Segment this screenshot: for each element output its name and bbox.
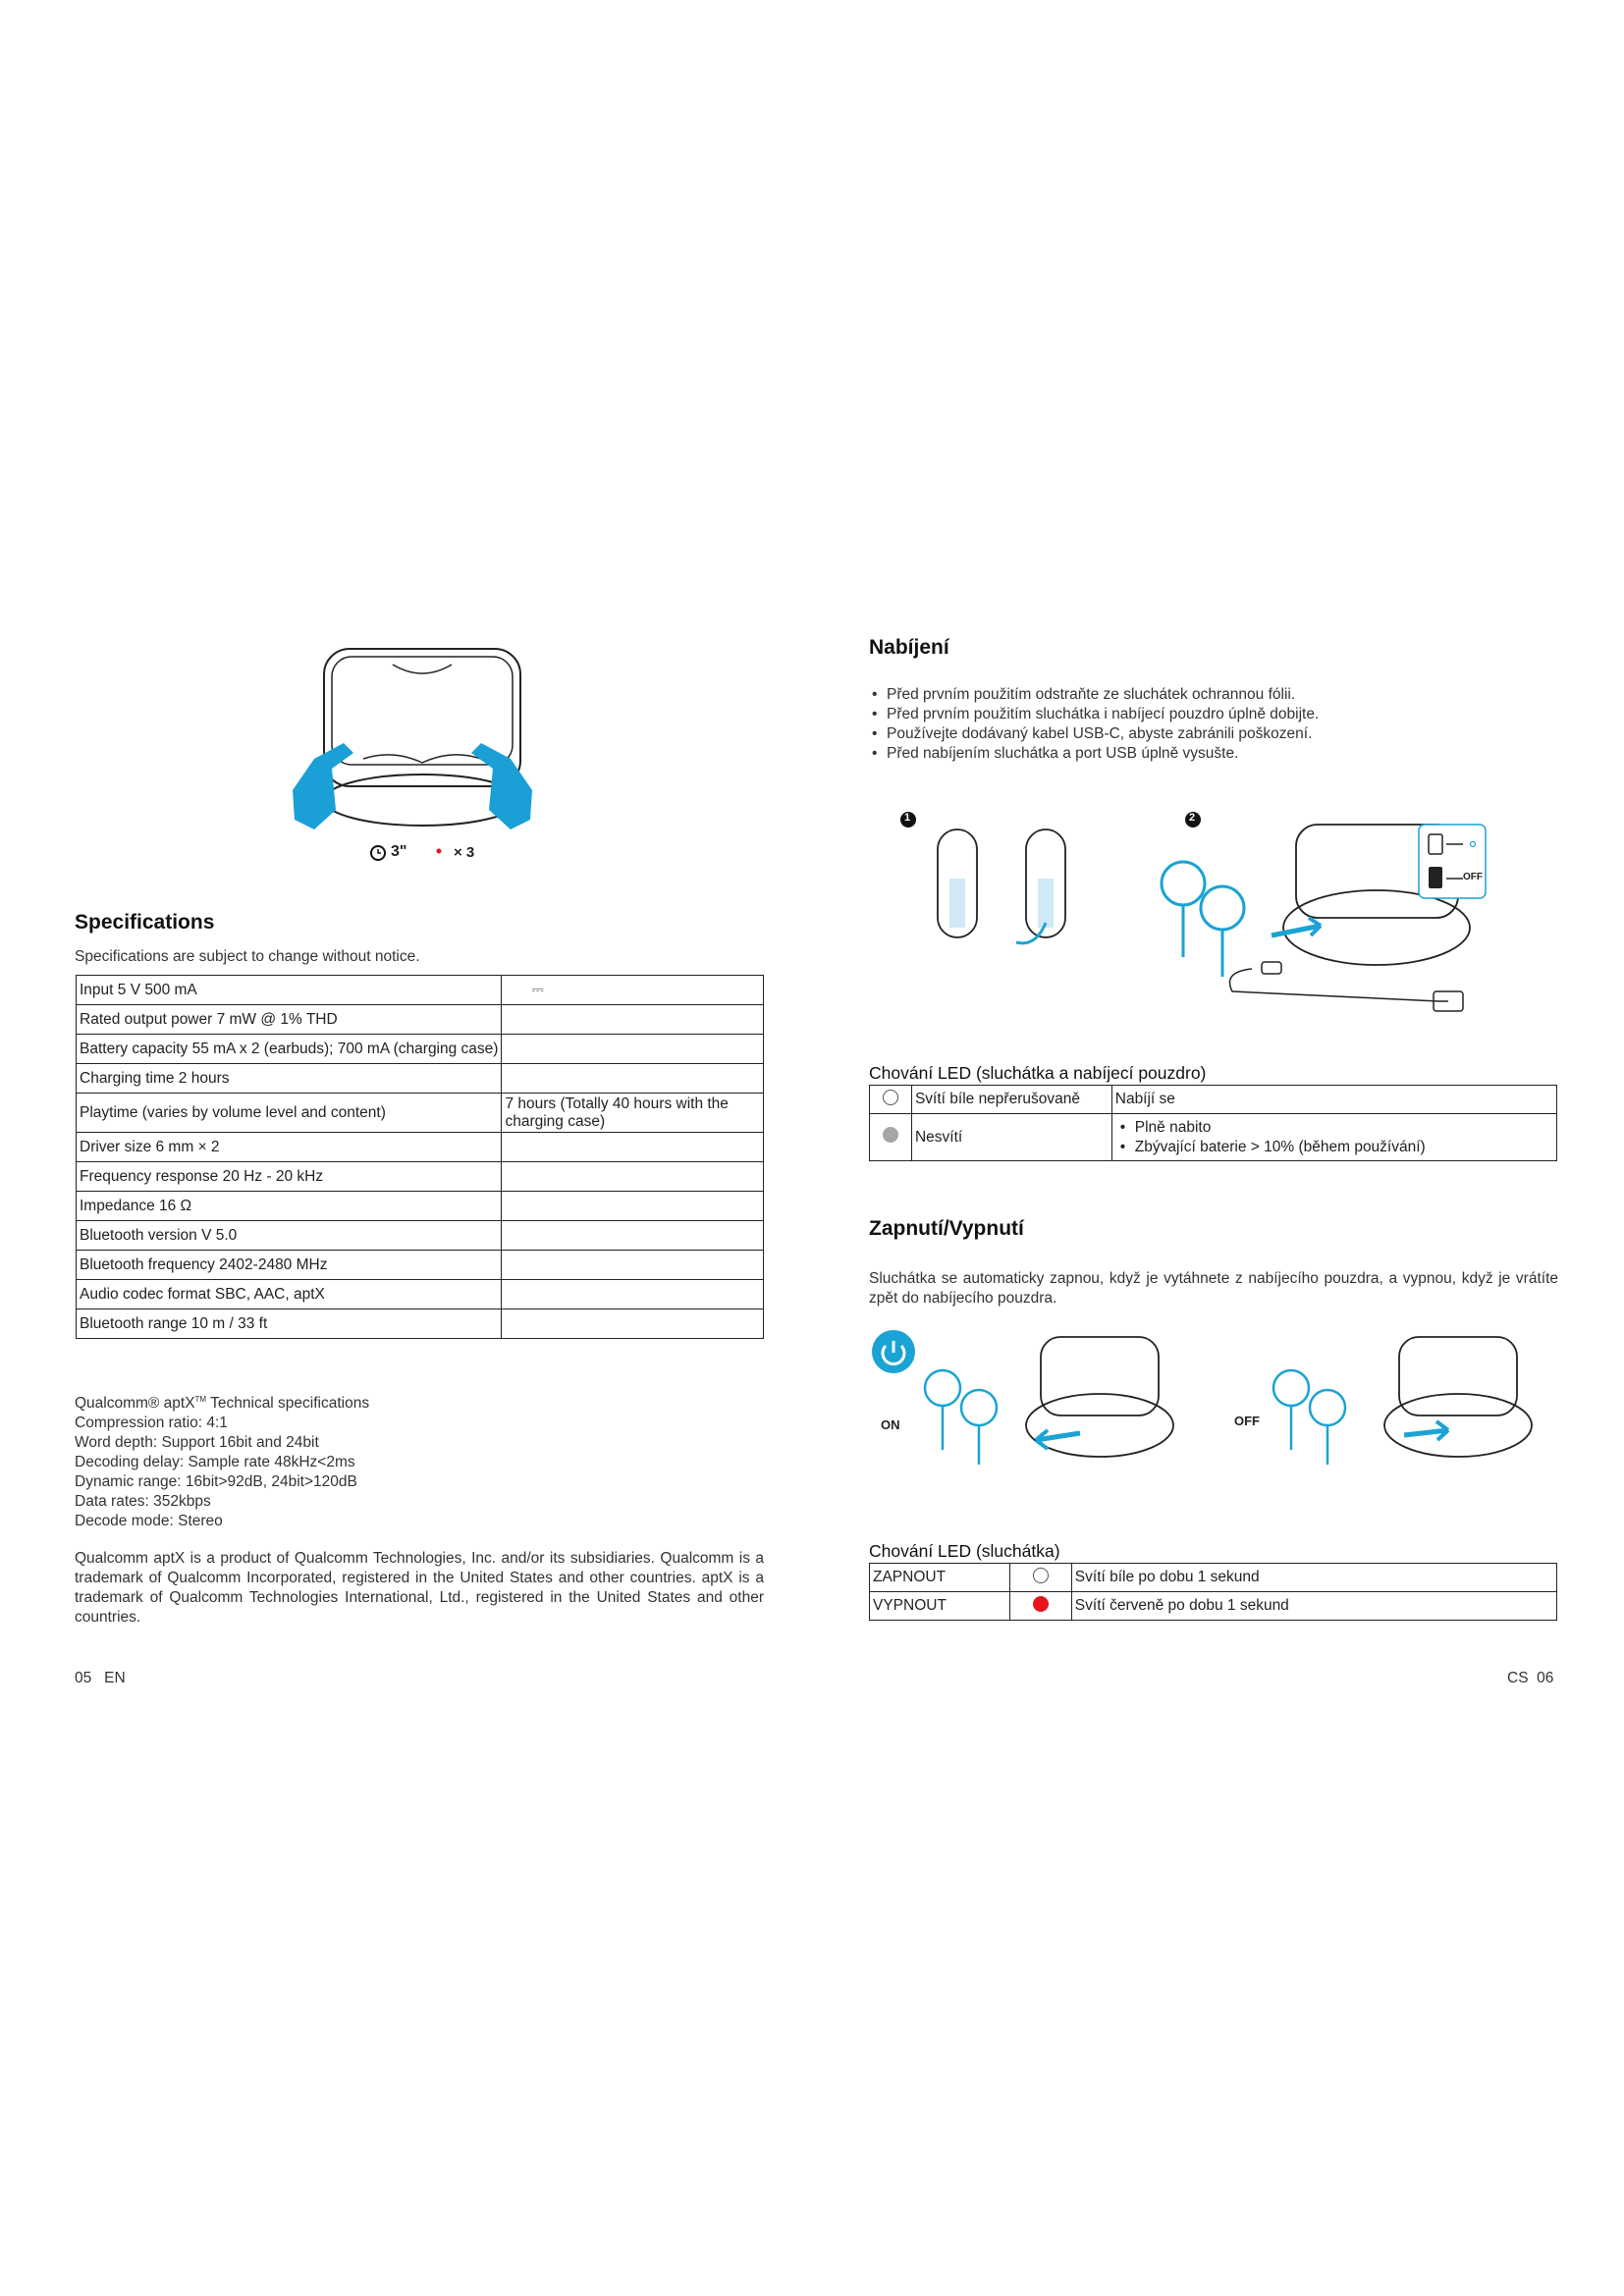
led-state: Nesvítí bbox=[911, 1114, 1111, 1161]
aptx-spec-line: Dynamic range: 16bit>92dB, 24bit>120dB bbox=[75, 1473, 357, 1491]
led-row-charging bbox=[870, 1086, 1557, 1114]
specifications-subtitle: Specifications are subject to change without notice. bbox=[75, 948, 420, 965]
aptx-heading: Qualcomm® aptX™ Technical specifications bbox=[75, 1395, 370, 1413]
charging-illustration bbox=[898, 810, 1488, 1021]
led-table-2 bbox=[869, 1563, 1557, 1621]
spec-row bbox=[77, 1251, 764, 1280]
footer-right: CS 06 bbox=[1507, 1670, 1554, 1686]
off-label: OFF bbox=[1234, 1414, 1260, 1428]
led-table-2-title: Chování LED (sluchátka) bbox=[869, 1541, 1060, 1561]
timer-label: 3" bbox=[391, 843, 407, 860]
case-reset-illustration bbox=[285, 643, 540, 869]
specifications-title: Specifications bbox=[75, 911, 215, 934]
spec-row bbox=[77, 1133, 764, 1162]
spec-label: Audio codec format SBC, AAC, aptX bbox=[77, 1280, 502, 1309]
led-meaning-item: • Zbývající baterie > 10% (během používání) bbox=[1135, 1138, 1553, 1157]
charging-title: Nabíjení bbox=[869, 636, 949, 659]
spec-label: Bluetooth version V 5.0 bbox=[77, 1221, 502, 1251]
step-1-marker: 1 bbox=[904, 812, 911, 824]
spec-label: Driver size 6 mm × 2 bbox=[77, 1133, 502, 1162]
spec-value bbox=[502, 1251, 764, 1280]
charging-bullet: • Používejte dodávaný kabel USB-C, abyste zabránili poškození. bbox=[887, 724, 1319, 744]
led-row-off bbox=[870, 1114, 1557, 1161]
led-table-1-title: Chování LED (sluchátka a nabíjecí pouzdro) bbox=[869, 1063, 1207, 1083]
led-state: Svítí bíle nepřerušovaně bbox=[911, 1086, 1111, 1114]
spec-value bbox=[502, 1280, 764, 1309]
spec-value bbox=[502, 1133, 764, 1162]
charging-bullets bbox=[869, 685, 1319, 764]
led2-row bbox=[870, 1564, 1557, 1592]
spec-label: Charging time 2 hours bbox=[77, 1064, 502, 1094]
spec-row bbox=[77, 1221, 764, 1251]
aptx-spec-line: Word depth: Support 16bit and 24bit bbox=[75, 1434, 319, 1452]
spec-value bbox=[502, 1309, 764, 1339]
led2-mode: ZAPNOUT bbox=[870, 1564, 1010, 1592]
specifications-table bbox=[76, 975, 764, 1339]
aptx-spec-line: Decode mode: Stereo bbox=[75, 1513, 223, 1530]
spec-row bbox=[77, 1280, 764, 1309]
trademark-paragraph: Qualcomm aptX is a product of Qualcomm Technologies, Inc. and/or its subsidiaries. Qualcomm is a trademark of Qualcomm Incorporated, registered in the United States and other countries. aptX is a trademark of Qualcomm Technologies International, Ltd., registered in the United States and other countries. bbox=[75, 1550, 764, 1626]
spec-label: Bluetooth frequency 2402-2480 MHz bbox=[77, 1251, 502, 1280]
spec-label: Battery capacity 55 mA x 2 (earbuds); 700 mA (charging case) bbox=[77, 1035, 502, 1064]
step-2-marker: 2 bbox=[1189, 812, 1196, 824]
spec-label: Rated output power 7 mW @ 1% THD bbox=[77, 1005, 502, 1035]
spec-label: Frequency response 20 Hz - 20 kHz bbox=[77, 1162, 502, 1192]
spec-value bbox=[502, 1064, 764, 1094]
charging-bullet: • Před nabíjením sluchátka a port USB úplně vysušte. bbox=[887, 744, 1319, 764]
charging-bullet: • Před prvním použitím sluchátka i nabíjecí pouzdro úplně dobijte. bbox=[887, 705, 1319, 724]
white-led-icon bbox=[883, 1090, 898, 1105]
charging-bullet: • Před prvním použitím odstraňte ze sluchátek ochrannou fólii. bbox=[887, 685, 1319, 705]
spec-value bbox=[502, 1162, 764, 1192]
spec-label: Bluetooth range 10 m / 33 ft bbox=[77, 1309, 502, 1339]
spec-row bbox=[77, 1005, 764, 1035]
spec-label: Input 5 V 500 mA bbox=[77, 976, 502, 1005]
led2-desc: Svítí bíle po dobu 1 sekund bbox=[1071, 1564, 1556, 1592]
spec-row bbox=[77, 1094, 764, 1133]
charging-off-label: OFF bbox=[1463, 872, 1483, 882]
led-meaning: Nabíjí se bbox=[1111, 1086, 1556, 1114]
led2-desc: Svítí červeně po dobu 1 sekund bbox=[1071, 1592, 1556, 1621]
spec-value bbox=[502, 1005, 764, 1035]
spec-row bbox=[77, 1309, 764, 1339]
white-led-icon bbox=[1033, 1568, 1049, 1583]
on-label: ON bbox=[881, 1417, 900, 1432]
spec-value: ⎓ bbox=[502, 976, 764, 1005]
spec-row bbox=[77, 1192, 764, 1221]
spec-value bbox=[502, 1221, 764, 1251]
aptx-spec-line: Decoding delay: Sample rate 48kHz<2ms bbox=[75, 1454, 355, 1471]
case-hands-figure bbox=[285, 643, 540, 869]
led2-mode: VYPNOUT bbox=[870, 1592, 1010, 1621]
grey-led-icon bbox=[883, 1127, 898, 1143]
spec-row bbox=[77, 1064, 764, 1094]
spec-value bbox=[502, 1035, 764, 1064]
footer-left: 05 EN bbox=[75, 1670, 126, 1686]
aptx-spec-line: Data rates: 352kbps bbox=[75, 1493, 211, 1511]
power-text: Sluchátka se automaticky zapnou, když je vytáhnete z nabíjecího pouzdra, a vypnou, když je vrátíte zpět do nabíjecího pouzdra. bbox=[869, 1270, 1558, 1307]
red-led-icon bbox=[1033, 1596, 1049, 1612]
led-meaning-item: • Plně nabito bbox=[1135, 1118, 1553, 1138]
spec-label: Playtime (varies by volume level and content) bbox=[77, 1094, 502, 1133]
aptx-spec-line: Compression ratio: 4:1 bbox=[75, 1415, 228, 1432]
led2-row bbox=[870, 1592, 1557, 1621]
aptx-spec-block bbox=[75, 1390, 369, 1531]
spec-row bbox=[77, 1035, 764, 1064]
spec-row bbox=[77, 1162, 764, 1192]
spec-value: 7 hours (Totally 40 hours with the charging case) bbox=[502, 1094, 764, 1133]
spec-label: Impedance 16 Ω bbox=[77, 1192, 502, 1221]
blink-count-label: × 3 bbox=[454, 844, 475, 861]
spec-value bbox=[502, 1192, 764, 1221]
spec-row bbox=[77, 976, 764, 1005]
power-illustration bbox=[869, 1327, 1566, 1474]
power-title: Zapnutí/Vypnutí bbox=[869, 1217, 1024, 1240]
led-table-1 bbox=[869, 1085, 1557, 1161]
